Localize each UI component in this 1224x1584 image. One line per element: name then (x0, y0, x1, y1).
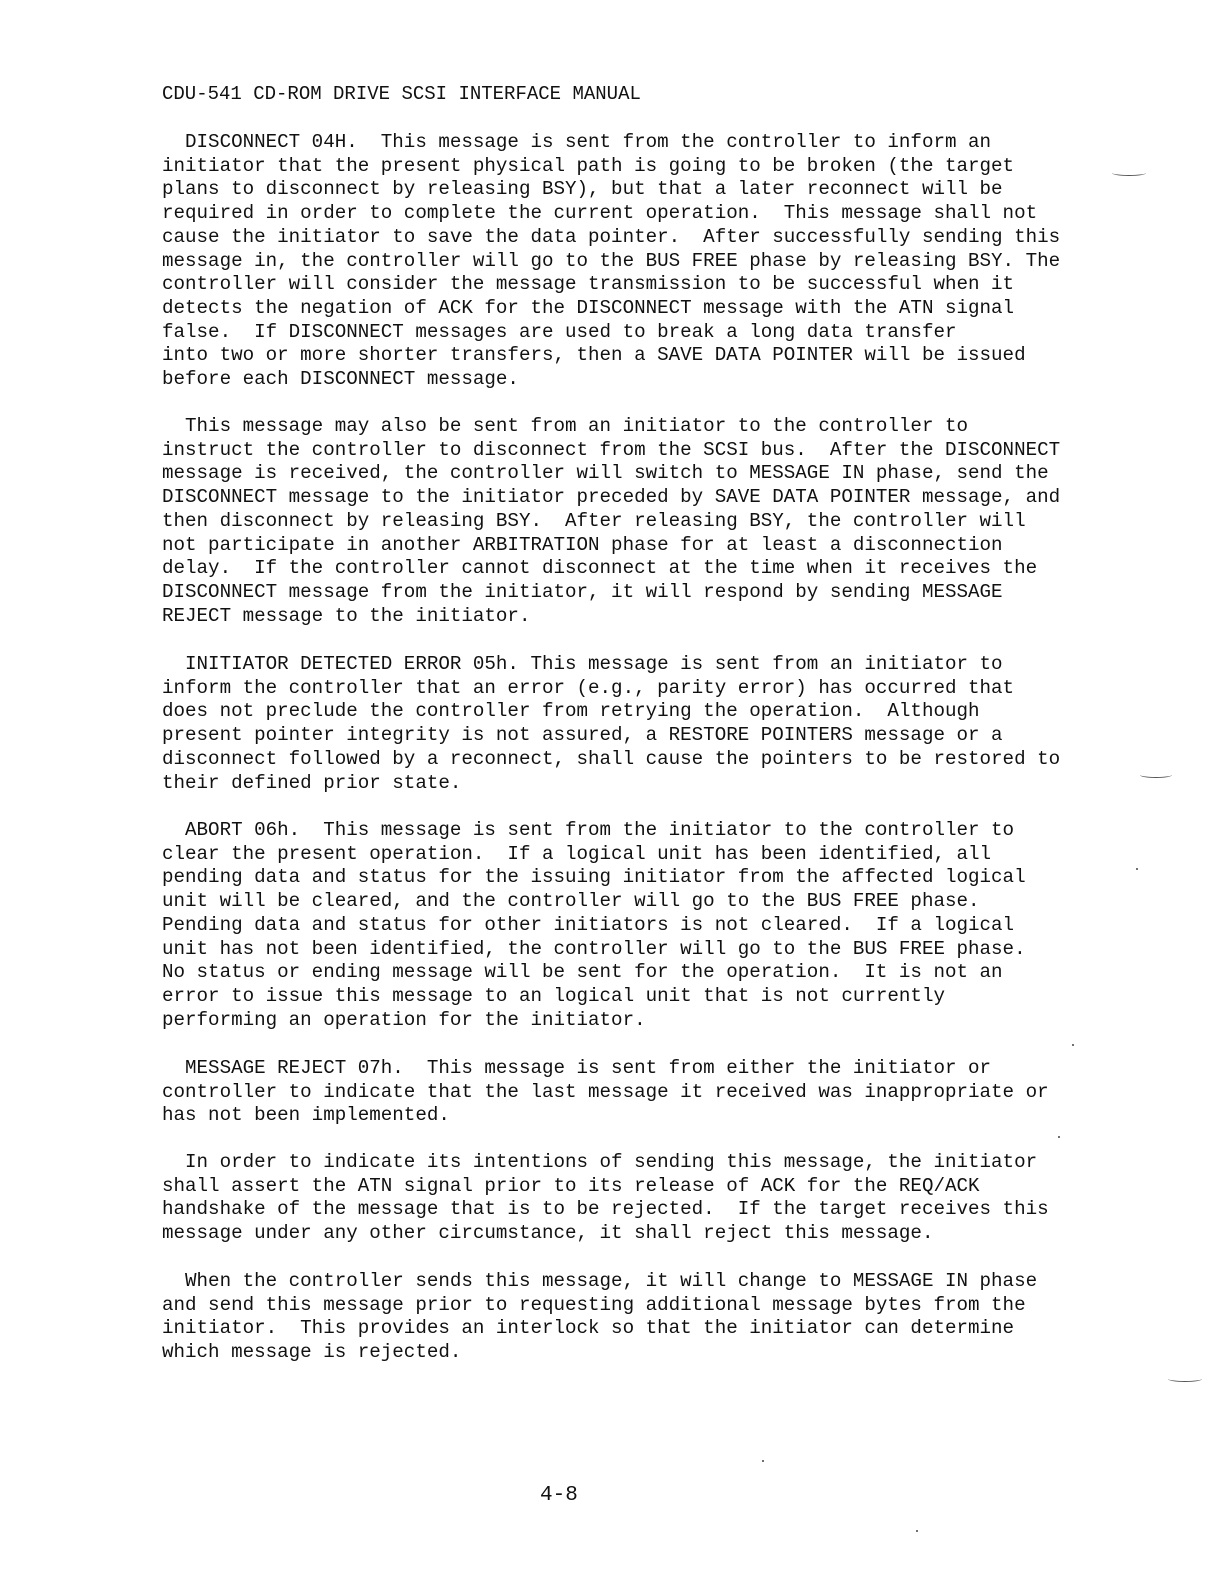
text-line: performing an operation for the initiator. (162, 1008, 646, 1031)
text-line: disconnect followed by a reconnect, shall cause the pointers to be restored to (162, 747, 1061, 770)
paragraph-reject-intentions (162, 1151, 1102, 1246)
text-line: ABORT 06h. This message is sent from the initiator to the controller to (162, 819, 1015, 841)
text-line: controller to indicate that the last message it received was inappropriate or (162, 1080, 1049, 1103)
text-line: initiator that the present physical path is going to be broken (the target (162, 154, 1015, 177)
paragraph-disconnect (162, 131, 1102, 392)
scan-speck (1136, 868, 1138, 870)
text-line: inform the controller that an error (e.g., parity error) has occurred that (162, 676, 1015, 699)
text-line: REJECT message to the initiator. (162, 604, 531, 627)
text-line: plans to disconnect by releasing BSY), but that a later reconnect will be (162, 178, 1003, 201)
text-line: unit has not been identified, the controller will go to the BUS FREE phase. (162, 937, 1026, 960)
paragraph-controller-sends-reject (162, 1270, 1102, 1365)
scan-mark (1168, 1376, 1202, 1382)
text-line: delay. If the controller cannot disconnect at the time when it receives the (162, 557, 1038, 580)
text-line: clear the present operation. If a logical unit has been identified, all (162, 842, 992, 865)
text-line: DISCONNECT message to the initiator preceded by SAVE DATA POINTER message, and (162, 486, 1061, 509)
text-line: No status or ending message will be sent for the operation. It is not an (162, 961, 1003, 984)
page-number: 4-8 (540, 1484, 578, 1507)
text-line: instruct the controller to disconnect from the SCSI bus. After the DISCONNECT (162, 438, 1061, 461)
text-line: before each DISCONNECT message. (162, 368, 519, 391)
text-line: DISCONNECT 04H. This message is sent from the controller to inform an (162, 131, 992, 153)
text-line: handshake of the message that is to be rejected. If the target receives this (162, 1198, 1049, 1221)
text-line: pending data and status for the issuing initiator from the affected logical (162, 866, 1026, 889)
paragraph-abort (162, 819, 1102, 1032)
scan-speck (1058, 1136, 1060, 1138)
scan-mark (1140, 772, 1172, 778)
text-line: into two or more shorter transfers, then a SAVE DATA POINTER will be issued (162, 344, 1026, 367)
text-line: which message is rejected. (162, 1341, 462, 1364)
text-line: not participate in another ARBITRATION phase for at least a disconnection (162, 533, 1003, 556)
text-line: present pointer integrity is not assured, a RESTORE POINTERS message or a (162, 724, 1003, 747)
text-line: controller will consider the message transmission to be successful when it (162, 273, 1015, 296)
paragraph-initiator-detected-error (162, 653, 1102, 795)
text-line: shall assert the ATN signal prior to its release of ACK for the REQ/ACK (162, 1174, 980, 1197)
text-line: message under any other circumstance, it shall reject this message. (162, 1222, 934, 1245)
text-line: message in, the controller will go to the BUS FREE phase by releasing BSY. The (162, 249, 1061, 272)
scan-speck (1072, 1044, 1074, 1046)
text-line: false. If DISCONNECT messages are used to break a long data transfer (162, 320, 957, 343)
scan-mark (1112, 170, 1146, 176)
text-line: their defined prior state. (162, 771, 462, 794)
text-line: error to issue this message to an logical unit that is not currently (162, 984, 945, 1007)
page-header: CDU-541 CD-ROM DRIVE SCSI INTERFACE MANUAL (162, 83, 641, 105)
scan-speck (762, 1460, 764, 1462)
text-line: then disconnect by releasing BSY. After releasing BSY, the controller will (162, 509, 1026, 532)
paragraph-disconnect-from-initiator (162, 415, 1102, 628)
text-line: DISCONNECT message from the initiator, it will respond by sending MESSAGE (162, 580, 1003, 603)
paragraph-message-reject (162, 1057, 1102, 1128)
text-line: and send this message prior to requesting additional message bytes from the (162, 1293, 1026, 1316)
scan-speck (916, 1530, 918, 1532)
text-line: initiator. This provides an interlock so that the initiator can determine (162, 1317, 1015, 1340)
text-line: MESSAGE REJECT 07h. This message is sent from either the initiator or (162, 1057, 992, 1079)
text-line: detects the negation of ACK for the DISCONNECT message with the ATN signal (162, 296, 1015, 319)
text-line: Pending data and status for other initiators is not cleared. If a logical (162, 913, 1015, 936)
text-line: INITIATOR DETECTED ERROR 05h. This message is sent from an initiator to (162, 653, 1003, 675)
text-line: This message may also be sent from an initiator to the controller to (162, 415, 969, 437)
text-line: In order to indicate its intentions of sending this message, the initiator (162, 1151, 1038, 1173)
text-line: does not preclude the controller from retrying the operation. Although (162, 700, 980, 723)
text-line: unit will be cleared, and the controller will go to the BUS FREE phase. (162, 890, 980, 913)
text-line: message is received, the controller will switch to MESSAGE IN phase, send the (162, 462, 1049, 485)
text-line: When the controller sends this message, it will change to MESSAGE IN phase (162, 1270, 1038, 1292)
text-line: has not been implemented. (162, 1104, 450, 1127)
text-line: cause the initiator to save the data pointer. After successfully sending this (162, 225, 1061, 248)
text-line: required in order to complete the current operation. This message shall not (162, 202, 1038, 225)
